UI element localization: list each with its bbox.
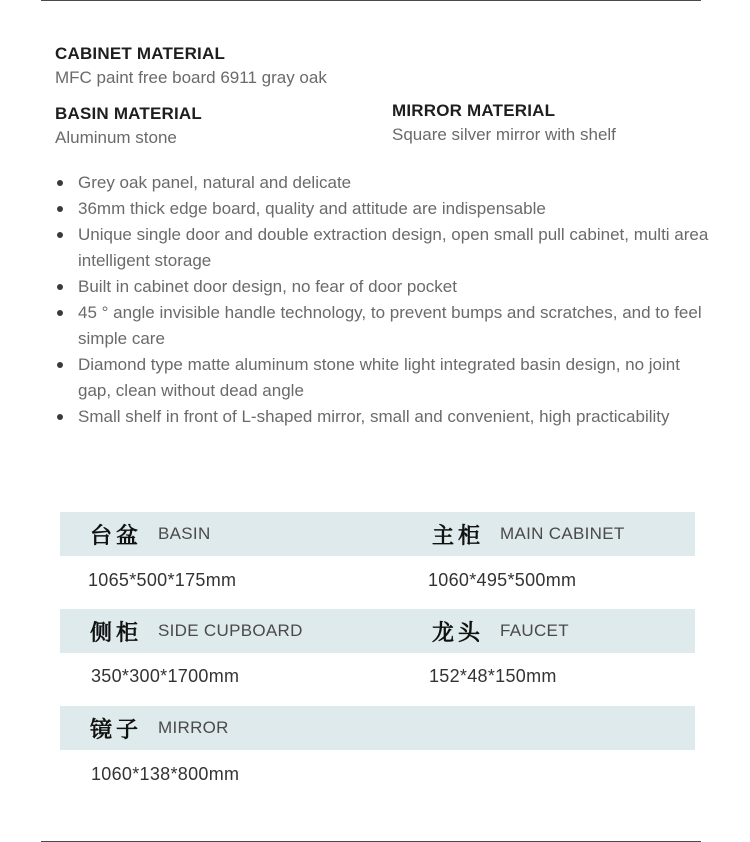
- spec-basin-en: BASIN: [158, 524, 211, 543]
- feature-text: Diamond type matte aluminum stone white light integrated basin design, no joint gap, clean without dead angle: [78, 355, 680, 400]
- feature-item: [54, 300, 714, 352]
- cabinet-material-block: [55, 44, 327, 88]
- spec-main-cabinet-header: [432, 512, 625, 556]
- cabinet-material-value: MFC paint free board 6911 gray oak: [55, 68, 327, 87]
- spec-faucet-header: [432, 609, 569, 653]
- bullet-icon: [57, 232, 63, 238]
- spec-main-cabinet-en: MAIN CABINET: [500, 524, 625, 543]
- basin-material-block: [55, 104, 202, 148]
- feature-text: 36mm thick edge board, quality and attitude are indispensable: [78, 199, 546, 218]
- spec-faucet-en: FAUCET: [500, 621, 569, 640]
- spec-side-cupboard-value: 350*300*1700mm: [91, 666, 240, 686]
- spec-basin-header: [90, 512, 211, 556]
- bullet-icon: [57, 362, 63, 368]
- feature-item: [54, 170, 714, 196]
- spec-basin-value: 1065*500*175mm: [88, 570, 237, 590]
- spec-side-cupboard-header: [90, 609, 303, 653]
- bullet-icon: [57, 206, 63, 212]
- mirror-material-value: Square silver mirror with shelf: [392, 125, 616, 144]
- spec-mirror-value: 1060*138*800mm: [91, 764, 240, 784]
- spec-mirror-cn: 镜子: [90, 717, 143, 743]
- cabinet-material-title: CABINET MATERIAL: [55, 44, 226, 63]
- spec-mirror-header: [90, 706, 229, 750]
- spec-main-cabinet-cn: 主柜: [432, 523, 485, 549]
- bullet-icon: [57, 180, 63, 186]
- spec-faucet-value: 152*48*150mm: [429, 666, 557, 686]
- feature-item: [54, 352, 714, 404]
- feature-item: [54, 196, 714, 222]
- feature-text: 45 ° angle invisible handle technology, to prevent bumps and scratches, and to feel simple care: [78, 303, 702, 348]
- feature-text: Grey oak panel, natural and delicate: [78, 173, 352, 192]
- spec-faucet-cn: 龙头: [432, 620, 485, 646]
- feature-item: [54, 274, 714, 300]
- basin-material-title: BASIN MATERIAL: [55, 104, 202, 123]
- spec-side-cupboard-en: SIDE CUPBOARD: [158, 621, 303, 640]
- spec-main-cabinet-value: 1060*495*500mm: [428, 570, 577, 590]
- basin-material-value: Aluminum stone: [55, 128, 177, 147]
- feature-item: [54, 404, 714, 430]
- bullet-icon: [57, 310, 63, 316]
- feature-item: [54, 222, 714, 274]
- bullet-icon: [57, 414, 63, 420]
- feature-text: Built in cabinet door design, no fear of door pocket: [78, 277, 457, 296]
- feature-text: Small shelf in front of L-shaped mirror, small and convenient, high practicability: [78, 407, 670, 426]
- bullet-icon: [57, 284, 63, 290]
- spec-basin-cn: 台盆: [90, 523, 143, 549]
- mirror-material-block: [392, 101, 616, 145]
- mirror-material-title: MIRROR MATERIAL: [392, 101, 556, 120]
- spec-side-cupboard-cn: 侧柜: [90, 620, 143, 646]
- feature-list: [54, 170, 714, 430]
- spec-mirror-en: MIRROR: [158, 718, 229, 737]
- top-divider: [41, 0, 701, 1]
- feature-text: Unique single door and double extraction design, open small pull cabinet, multi area intelligent storage: [78, 225, 709, 270]
